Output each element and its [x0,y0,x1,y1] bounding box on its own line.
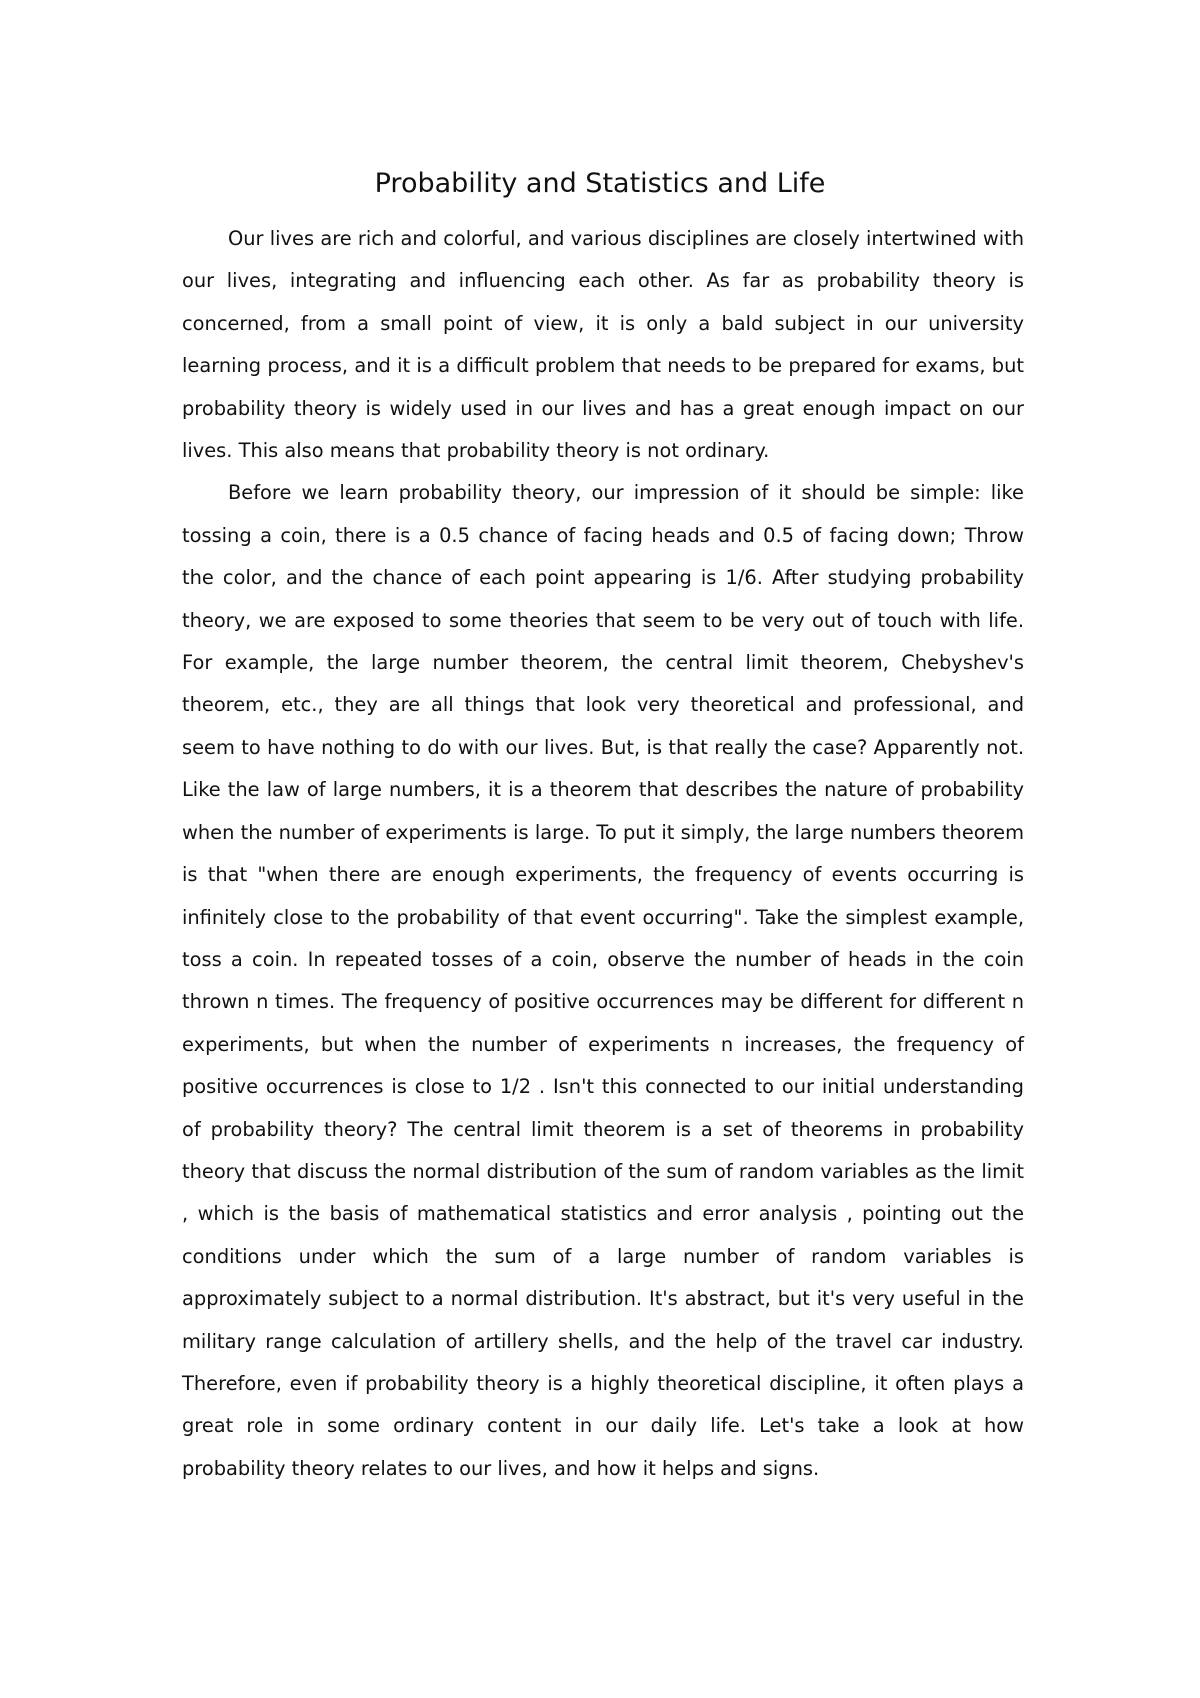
document-body [182,218,1024,1490]
document-title: Probability and Statistics and Life [374,168,826,199]
paragraph-theory: Before we learn probability theory, our impression of it should be simple: like tossing a coin, there is a 0.5 chance of facing heads and 0.5 of facing down; Throw the color, and the chance of each point appearing is 1/6. After studying probability theory, we are exposed to some theories that seem to be very out of touch with life. For example, the large number theorem, the central limit theorem, Chebyshev's theorem, etc., they are all things that look very theoretical and professional, and seem to have nothing to do with our lives. But, is that really the case? Apparently not. Like the law of large numbers, it is a theorem that describes the nature of probability when the number of experiments is large. To put it simply, the large numbers theorem is that "when there are enough experiments, the frequency of events occurring is infinitely close to the probability of that event occurring". Take the simplest example, toss a coin. In repeated tosses of a coin, observe the number of heads in the coin thrown n times. The frequency of positive occurrences may be different for different n experiments, but when the number of experiments n increases, the frequency of positive occurrences is close to 1/2 . Isn't this connected to our initial understanding of probability theory? The central limit theorem is a set of theorems in probability theory that discuss the normal distribution of the sum of random variables as the limit , which is the basis of mathematical statistics and error analysis , pointing out the conditions under which the sum of a large number of random variables is approximately subject to a normal distribution. It's abstract, but it's very useful in the military range calculation of artillery shells, and the help of the travel car industry. Therefore, even if probability theory is a highly theoretical discipline, it often plays a great role in some ordinary content in our daily life. Let's take a look at how probability theory relates to our lives, and how it helps and signs. [182,481,1024,1480]
paragraph-intro: Our lives are rich and colorful, and various disciplines are closely intertwined with our lives, integrating and influencing each other. As far as probability theory is concerned, from a small point of view, it is only a bald subject in our university learning process, and it is a difficult problem that needs to be prepared for exams, but probability theory is widely used in our lives and has a great enough impact on our lives. This also means that probability theory is not ordinary. [182,227,1024,463]
